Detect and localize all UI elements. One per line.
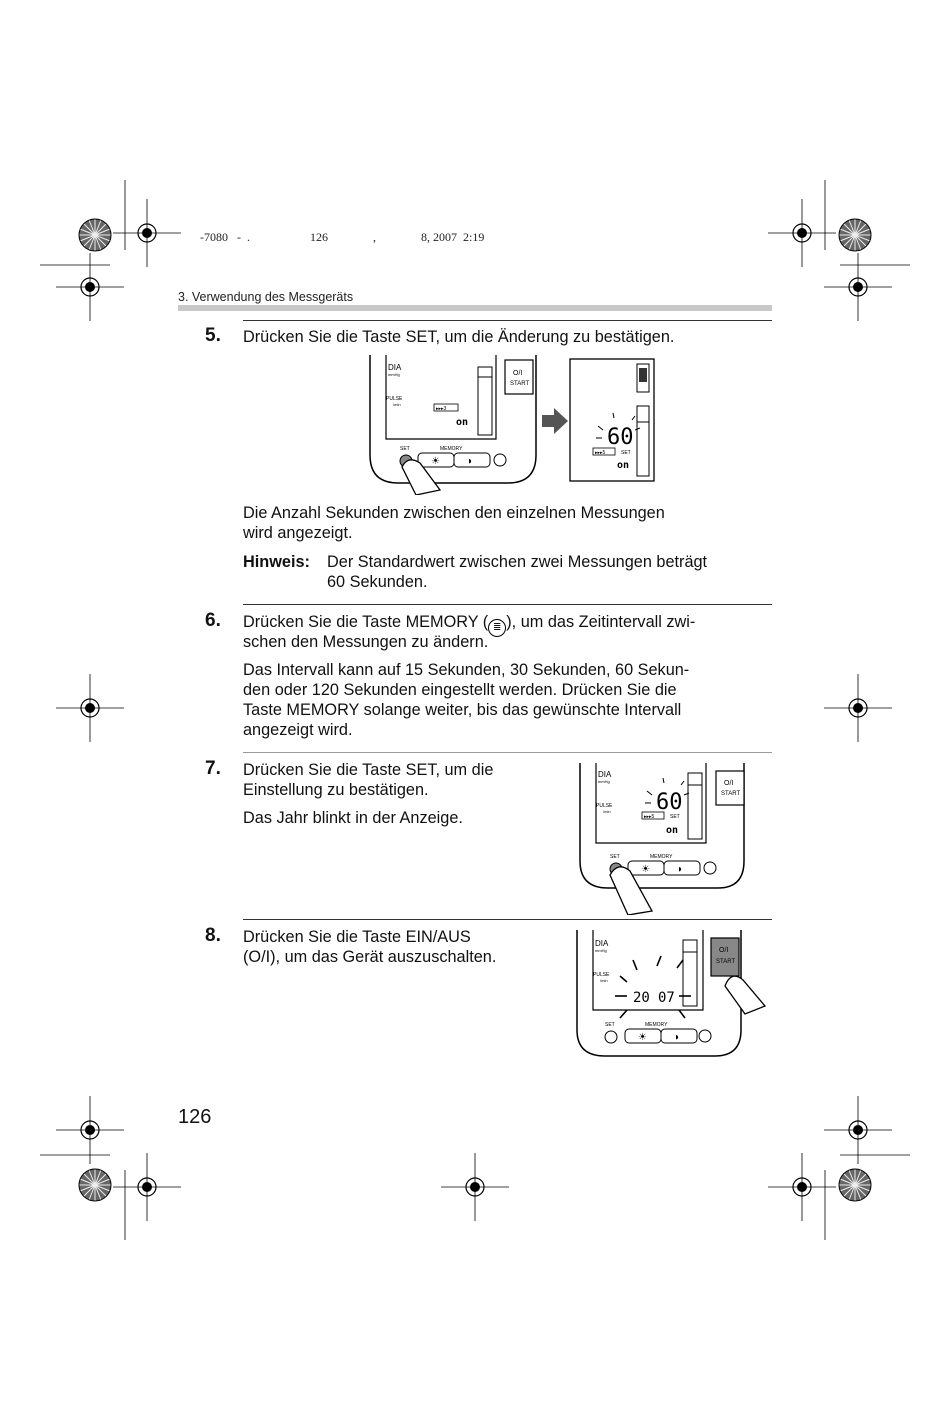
svg-text:DIA: DIA (595, 939, 609, 948)
section-header: 3. Verwendung des Messgeräts (178, 290, 354, 304)
svg-text:◗: ◗ (467, 456, 474, 467)
step-text: schen den Messungen zu ändern. (243, 633, 489, 651)
svg-text:on: on (456, 417, 469, 428)
device-illustration-power (575, 930, 767, 1060)
svg-text:mmHg: mmHg (598, 779, 610, 784)
svg-text:on: on (666, 825, 679, 836)
memory-button-icon: ≣ (488, 619, 506, 637)
svg-text:MEMORY: MEMORY (440, 446, 463, 452)
svg-text:☀: ☀ (638, 1032, 647, 1043)
page-number: 126 (178, 1106, 212, 1128)
svg-text:MEMORY: MEMORY (645, 1022, 668, 1028)
svg-text:mmHg: mmHg (595, 948, 607, 953)
step-text: Drücken Sie die Taste SET, um die Änderung zu bestätigen. (243, 328, 675, 346)
svg-text:O/I: O/I (719, 947, 729, 954)
header-bar (178, 305, 772, 311)
svg-text:O/I: O/I (513, 370, 523, 377)
step-number: 5. (205, 325, 221, 346)
svg-text:START: START (716, 959, 736, 965)
divider (243, 919, 772, 920)
svg-text:PULSE: PULSE (386, 396, 403, 402)
note-text: 60 Sekunden. (327, 573, 428, 591)
svg-text:▸▸▸3: ▸▸▸3 (436, 406, 447, 412)
step-paragraph: den oder 120 Sekunden eingestellt werden. Drücken Sie die (243, 681, 677, 699)
divider (243, 752, 772, 753)
step-text: Drücken Sie die Taste SET, um die (243, 761, 494, 779)
step-text: Drücken Sie die Taste MEMORY ( ≣ ), um das Zeitintervall zwi- (243, 612, 695, 637)
note-text: Der Standardwert zwischen zwei Messungen beträgt (327, 553, 708, 571)
print-info-line: -7080 - . 126 , 8, 2007 2:19 (200, 230, 485, 244)
step-paragraph: Taste MEMORY solange weiter, bis das gewünschte Intervall (243, 701, 682, 719)
step-paragraph: angezeigt wird. (243, 721, 353, 739)
divider (243, 604, 772, 605)
display-illustration-seconds (569, 358, 655, 482)
svg-text:PULSE: PULSE (596, 803, 613, 809)
svg-text:07: 07 (658, 990, 675, 1006)
device-illustration-set (368, 355, 538, 495)
svg-text:60: 60 (607, 425, 634, 450)
svg-text:SET: SET (670, 814, 680, 820)
svg-text:☀: ☀ (641, 864, 650, 875)
step-text: Drücken Sie die Taste EIN/AUS (243, 928, 471, 946)
svg-text:◗: ◗ (677, 864, 684, 875)
svg-text:PULSE: PULSE (593, 972, 610, 978)
svg-text:▸▸▸5: ▸▸▸5 (595, 450, 606, 456)
step-description: Das Jahr blinkt in der Anzeige. (243, 809, 463, 827)
svg-text:DIA: DIA (598, 770, 612, 779)
step-number: 7. (205, 758, 221, 779)
step-number: 8. (205, 925, 221, 946)
svg-text:O/I: O/I (724, 780, 734, 787)
svg-text:MEMORY: MEMORY (650, 854, 673, 860)
svg-text:◗: ◗ (674, 1032, 681, 1043)
svg-text:START: START (510, 381, 530, 387)
svg-text:SET: SET (400, 446, 410, 452)
svg-text:/min: /min (393, 402, 401, 407)
svg-text:on: on (617, 460, 630, 471)
divider (243, 320, 772, 321)
svg-text:mmHg: mmHg (388, 372, 400, 377)
step-description: wird angezeigt. (243, 524, 353, 542)
svg-text:SET: SET (610, 854, 620, 860)
step-text: Einstellung zu bestätigen. (243, 781, 429, 799)
step-description: Die Anzahl Sekunden zwischen den einzelnen Messungen (243, 504, 665, 522)
svg-text:DIA: DIA (388, 363, 402, 372)
svg-text:▸▸▸5: ▸▸▸5 (644, 814, 655, 820)
svg-text:20: 20 (633, 990, 650, 1006)
svg-text:60: 60 (656, 790, 683, 815)
svg-text:SET: SET (605, 1022, 615, 1028)
svg-text:START: START (721, 791, 741, 797)
svg-text:SET: SET (621, 450, 631, 456)
svg-text:/min: /min (600, 978, 608, 983)
device-illustration-confirm (578, 763, 748, 915)
arrow-icon (542, 408, 568, 434)
step-number: 6. (205, 610, 221, 631)
step-paragraph: Das Intervall kann auf 15 Sekunden, 30 Sekunden, 60 Sekun- (243, 661, 690, 679)
note-label: Hinweis: (243, 553, 310, 571)
svg-text:☀: ☀ (431, 456, 440, 467)
svg-text:/min: /min (603, 809, 611, 814)
step-text: (O/I), um das Gerät auszuschalten. (243, 948, 497, 966)
